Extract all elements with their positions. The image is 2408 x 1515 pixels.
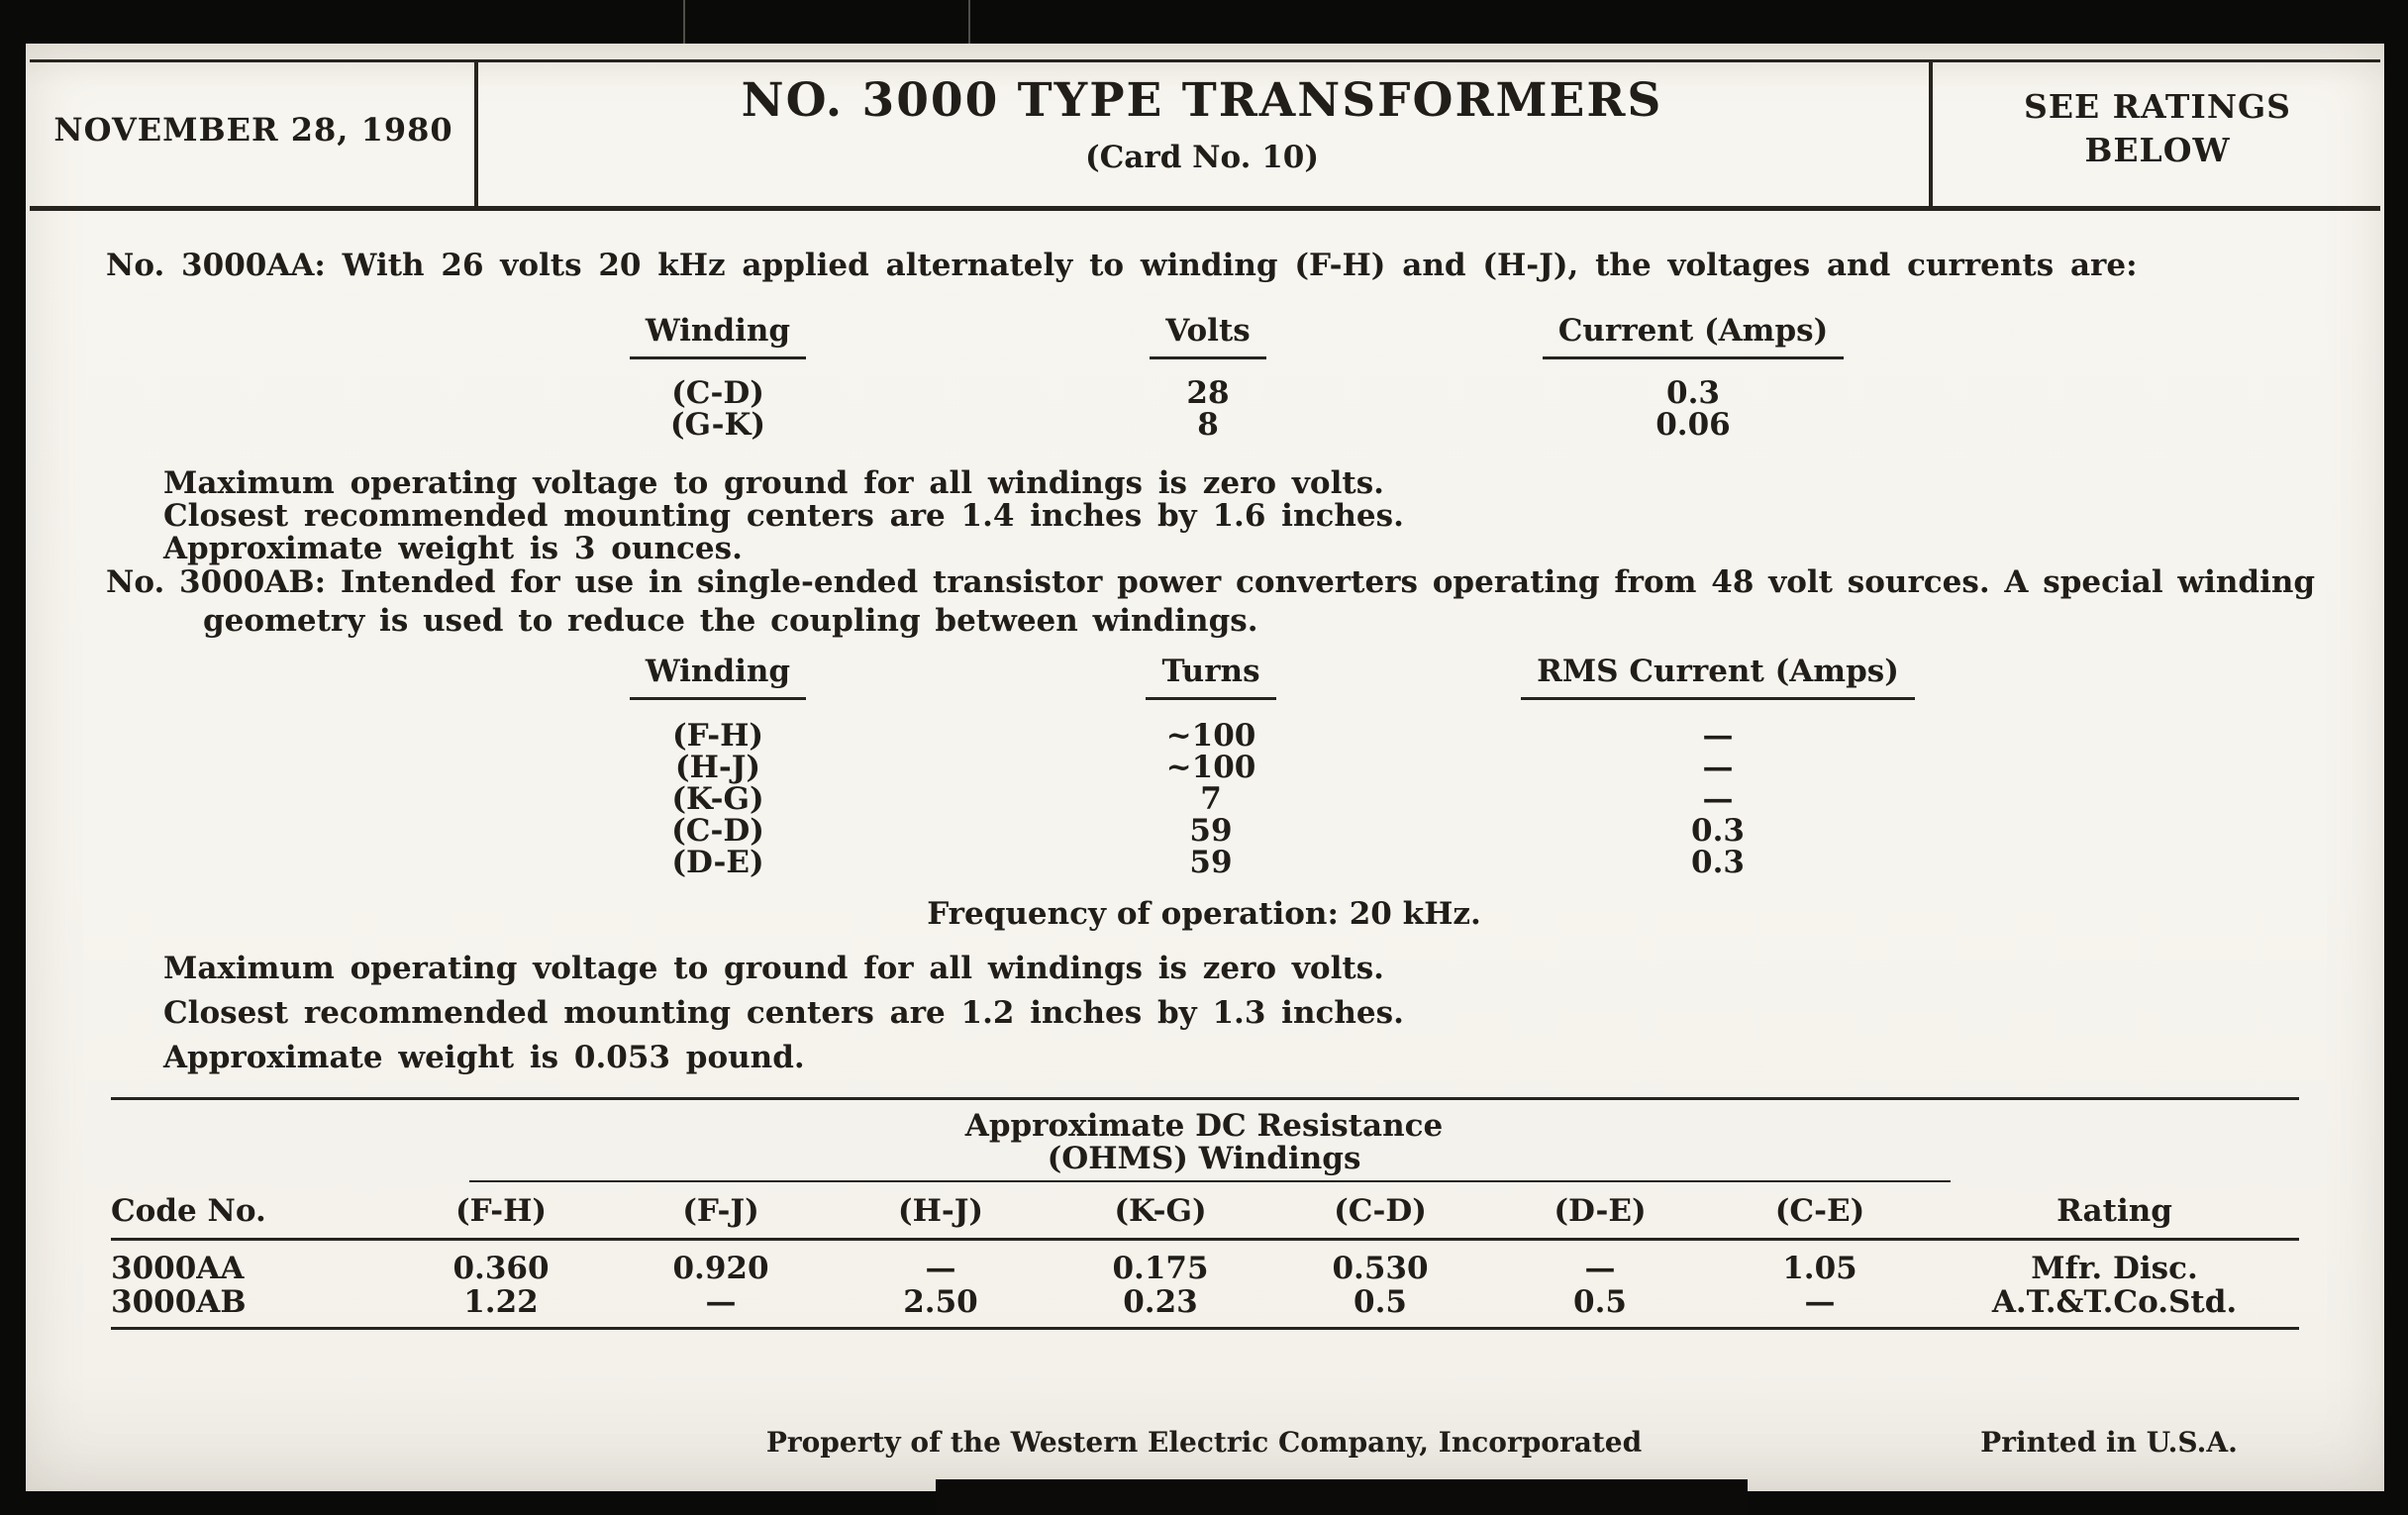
resistance-cell: 1.22 — [463, 1284, 539, 1320]
resistance-header-rule — [111, 1238, 2299, 1241]
resistance-header: (C-E) — [1774, 1193, 1865, 1229]
column-header: Winding — [525, 654, 911, 700]
column-winding — [525, 313, 911, 441]
resistance-mid-rule — [469, 1180, 1951, 1182]
table-cell: (D-E) — [671, 845, 764, 880]
table-cell: 59 — [1189, 845, 1233, 880]
card-date: NOVEMBER 28, 1980 — [53, 111, 453, 149]
table-cell: 59 — [1189, 813, 1233, 849]
resistance-bottom-rule — [111, 1327, 2299, 1330]
ratings-note-line2: BELOW — [2084, 131, 2231, 169]
ratings-note-line1: SEE RATINGS — [2023, 87, 2292, 126]
resistance-header: Rating — [2057, 1193, 2172, 1229]
resistance-cell: 1.05 — [1782, 1251, 1857, 1286]
scan-scratch — [968, 0, 970, 44]
section-3000aa-notes — [163, 467, 1404, 565]
resistance-header: (F-H) — [454, 1193, 548, 1229]
note-line: Maximum operating voltage to ground for all windings is zero volts. — [163, 465, 1384, 501]
table-cell: 0.3 — [1666, 375, 1720, 411]
column-current — [1475, 313, 1911, 441]
table-3000ab — [0, 654, 2408, 881]
resistance-cell: 3000AA — [111, 1251, 245, 1286]
resistance-cell: — — [1584, 1251, 1616, 1286]
resistance-cell: — — [705, 1284, 737, 1320]
column-winding — [525, 654, 911, 878]
resistance-cell: 2.50 — [903, 1284, 978, 1320]
resistance-header: (F-J) — [682, 1193, 759, 1229]
section-3000ab-notes — [163, 947, 1404, 1080]
resistance-cell: — — [925, 1251, 956, 1286]
table-cell: (C-D) — [671, 813, 764, 849]
section-3000aa-intro: No. 3000AA: With 26 volts 20 kHz applied alternately to winding (F-H) and (H-J), the voltages and currents are: — [106, 248, 2138, 283]
card-title: NO. 3000 TYPE TRANSFORMERS — [741, 73, 1663, 128]
column-header: RMS Current (Amps) — [1465, 654, 1970, 700]
resistance-header: (D-E) — [1554, 1193, 1647, 1229]
ratings-note — [1936, 85, 2379, 172]
column-turns — [1033, 654, 1389, 878]
table-cell: 0.3 — [1691, 845, 1745, 880]
resistance-header-row — [111, 1194, 2299, 1228]
table-cell: 8 — [1197, 407, 1219, 443]
note-line: Approximate weight is 0.053 pound. — [163, 1040, 805, 1075]
table-cell: — — [1702, 718, 1734, 754]
resistance-cell: 0.920 — [672, 1251, 769, 1286]
resistance-cell: 0.5 — [1573, 1284, 1627, 1320]
printed-in-usa: Printed in U.S.A. — [1980, 1426, 2238, 1459]
resistance-row-3000aa — [111, 1252, 2299, 1285]
resistance-row-3000ab — [111, 1285, 2299, 1319]
note-line: Closest recommended mounting centers are 1.4 inches by 1.6 inches. — [163, 498, 1404, 534]
column-header: Winding — [525, 313, 911, 359]
card-subtitle: (Card No. 10) — [1084, 140, 1320, 175]
resistance-cell: 0.23 — [1123, 1284, 1198, 1320]
scan-artifact-bar — [936, 1479, 1748, 1515]
table-cell: 0.3 — [1691, 813, 1745, 849]
resistance-header: (K-G) — [1114, 1193, 1207, 1229]
table-cell: 7 — [1200, 781, 1222, 817]
header-divider-right — [1929, 59, 1933, 211]
header-top-rule — [30, 59, 2380, 62]
table-cell: (C-D) — [671, 375, 764, 411]
table-cell: — — [1702, 781, 1734, 817]
table-cell: (F-H) — [671, 718, 764, 754]
table-cell: (K-G) — [671, 781, 764, 817]
table-cell: 28 — [1186, 375, 1230, 411]
section-3000ab-intro-line1: No. 3000AB: Intended for use in single-ended transistor power converters operating from 48 volt sources. A special winding — [106, 564, 2316, 600]
column-rms-current — [1465, 654, 1970, 878]
resistance-title-line1: Approximate DC Resistance — [964, 1108, 1444, 1144]
note-line: Approximate weight is 3 ounces. — [163, 531, 743, 566]
resistance-cell: 0.360 — [452, 1251, 550, 1286]
column-volts — [1030, 313, 1386, 441]
note-line: Maximum operating voltage to ground for all windings is zero volts. — [163, 951, 1384, 986]
table-cell: — — [1702, 750, 1734, 785]
card-title-block — [478, 73, 1926, 175]
table-cell: 0.06 — [1656, 407, 1731, 443]
resistance-cell: 0.530 — [1332, 1251, 1429, 1286]
table-cell: (G-K) — [669, 407, 766, 443]
section-3000ab-intro-line2: geometry is used to reduce the coupling between windings. — [203, 603, 1258, 639]
resistance-header: Code No. — [111, 1193, 266, 1229]
table-cell: ~100 — [1165, 750, 1256, 785]
resistance-top-rule — [111, 1097, 2299, 1100]
resistance-header: (C-D) — [1334, 1193, 1427, 1229]
resistance-cell: 0.175 — [1112, 1251, 1209, 1286]
note-line: Closest recommended mounting centers are 1.2 inches by 1.3 inches. — [163, 995, 1404, 1031]
table-cell: ~100 — [1165, 718, 1256, 754]
resistance-title-line2: (OHMS) Windings — [1047, 1141, 1361, 1176]
column-header: Volts — [1030, 313, 1386, 359]
resistance-cell: Mfr. Disc. — [2031, 1251, 2198, 1286]
header-bottom-rule — [30, 206, 2380, 211]
column-header: Turns — [1033, 654, 1389, 700]
resistance-cell: — — [1804, 1284, 1836, 1320]
resistance-cell: 0.5 — [1354, 1284, 1407, 1320]
table-cell: (H-J) — [674, 750, 761, 785]
frequency-note: Frequency of operation: 20 kHz. — [927, 896, 1481, 932]
scan-scratch — [683, 0, 685, 44]
resistance-header: (H-J) — [897, 1193, 984, 1229]
resistance-cell: 3000AB — [111, 1284, 247, 1320]
column-header: Current (Amps) — [1475, 313, 1911, 359]
property-notice: Property of the Western Electric Company, Incorporated — [765, 1426, 1643, 1459]
table-3000aa — [0, 313, 2408, 461]
resistance-cell: A.T.&T.Co.Std. — [1991, 1284, 2238, 1320]
